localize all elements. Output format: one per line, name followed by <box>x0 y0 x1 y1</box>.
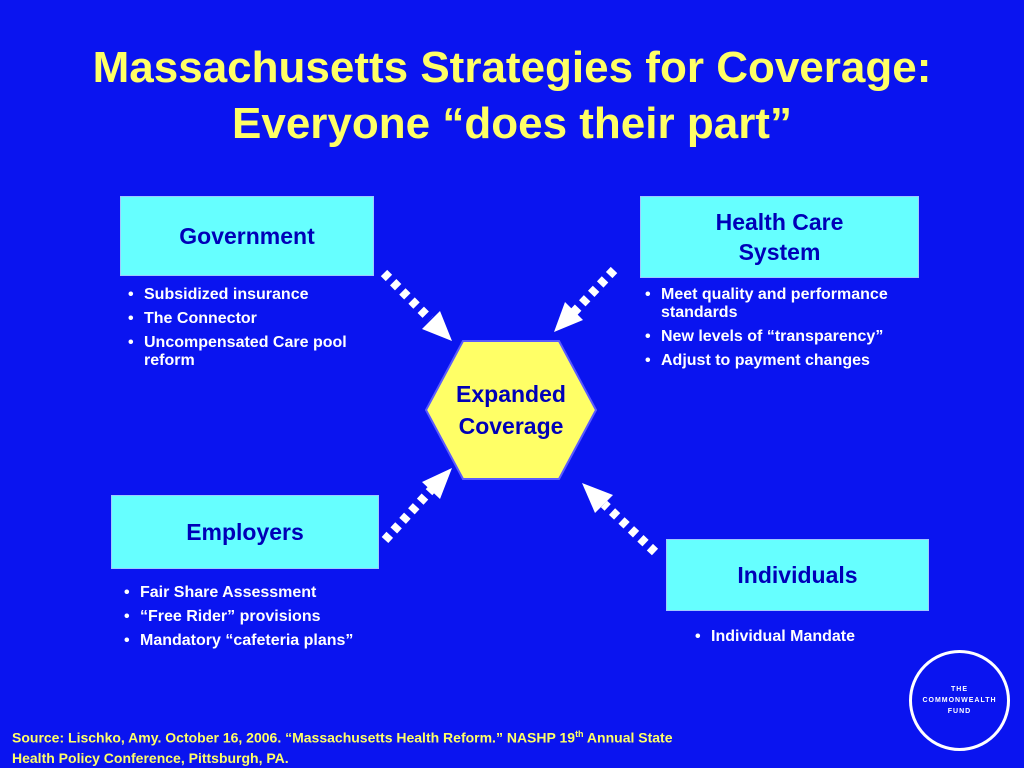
employers-label: Employers <box>186 519 304 545</box>
government-label: Government <box>179 223 315 249</box>
health-care-system-bullet-2: • New levels of “transparency” <box>641 328 961 346</box>
arrow-individuals-to-center <box>582 483 655 552</box>
government-bullet-2: • The Connector <box>124 310 374 328</box>
employers-bullet-3: • Mandatory “cafeteria plans” <box>120 632 380 650</box>
health-care-system-bullet-1: • Meet quality and performance standards <box>641 286 961 322</box>
employers-bullet-1: • Fair Share Assessment <box>120 584 380 602</box>
hexagon-label-line-1: Expanded <box>456 381 566 407</box>
employers-bullet-2: • “Free Rider” provisions <box>120 608 380 626</box>
arrow-government-to-center <box>384 273 452 341</box>
source-line-2: Health Policy Conference, Pittsburgh, PA. <box>12 749 289 766</box>
arrow-health-care-to-center <box>554 270 614 332</box>
individuals-bullet-1: • Individual Mandate <box>691 628 931 646</box>
source-citation <box>12 724 892 768</box>
government-bullet-3: • Uncompensated Care pool reform <box>124 334 374 370</box>
title-line-2: Everyone “does their part” <box>232 99 792 148</box>
individuals-label: Individuals <box>737 562 858 588</box>
hexagon-label-line-2: Coverage <box>458 413 564 439</box>
health-care-system-line-2: System <box>738 239 821 265</box>
logo-text: THE COMMONWEALTH FUND <box>922 686 997 715</box>
health-care-system-line-1: Health Care <box>715 209 844 235</box>
government-bullet-1: • Subsidized insurance <box>124 286 374 304</box>
arrow-employers-to-center <box>385 468 452 540</box>
source-line-1: Source: Lischko, Amy. October 16, 2006. “Massachusetts Health Reform.” NASHP 19th Annual State <box>12 729 673 746</box>
health-care-system-bullet-3: • Adjust to payment changes <box>641 352 961 370</box>
title-line-1: Massachusetts Strategies for Coverage: <box>92 43 932 92</box>
commonwealth-fund-logo <box>909 650 1010 751</box>
